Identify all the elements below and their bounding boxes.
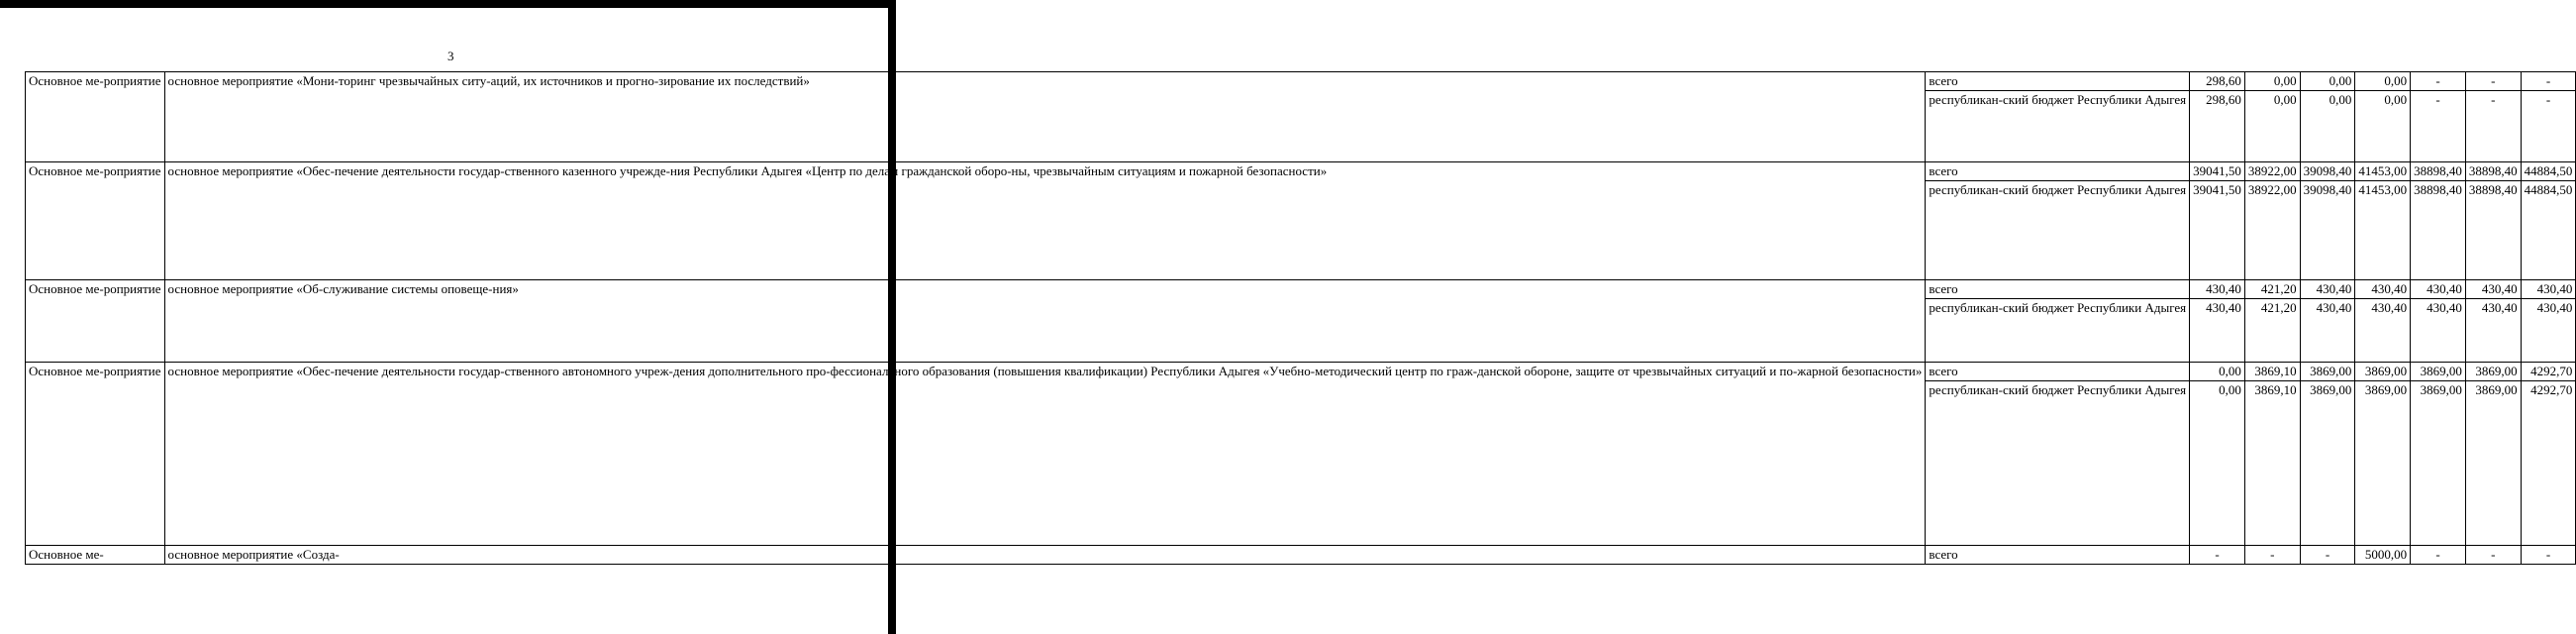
row-name: основное мероприятие «Мони-торинг чрезвычайных ситу-аций, их источников и прогно-зирование их последствий» (164, 72, 1926, 162)
value-cell: 430,40 (2465, 299, 2521, 363)
value-cell: 430,40 (2411, 280, 2466, 299)
value-cell: 38922,00 (2244, 162, 2300, 181)
value-cell: 39098,40 (2300, 181, 2355, 280)
value-cell: 430,40 (2521, 280, 2576, 299)
value-cell: 5000,00 (2355, 546, 2411, 565)
value-cell: - (2411, 72, 2466, 91)
vsego-label: всего (1926, 546, 2190, 565)
value-cell: 430,40 (2190, 299, 2245, 363)
value-cell: 0,00 (2355, 91, 2411, 162)
row-name: основное мероприятие «Обес-печение деятельности государ-ственного казенного учрежде-ния Республики Адыгея «Центр по делам гражданской оборо-ны, чрезвычайным ситуациям и пожарной безопасности» (164, 162, 1926, 280)
value-cell: 0,00 (2244, 72, 2300, 91)
vsego-label: всего (1926, 280, 2190, 299)
page-number: 3 (447, 49, 454, 63)
row-type: Основное ме-роприятие (26, 72, 165, 162)
value-cell: 430,40 (2355, 299, 2411, 363)
value-cell: 0,00 (2244, 91, 2300, 162)
row-name: основное мероприятие «Созда- (164, 546, 1926, 565)
value-cell: - (2300, 546, 2355, 565)
value-cell: 44884,50 (2521, 181, 2576, 280)
value-cell: - (2465, 546, 2521, 565)
value-cell: 41453,00 (2355, 181, 2411, 280)
value-cell: 3869,00 (2411, 381, 2466, 546)
value-cell: 3869,00 (2355, 363, 2411, 381)
value-cell: 298,60 (2190, 72, 2245, 91)
row-type: Основное ме-роприятие (26, 363, 165, 546)
value-cell: 3869,00 (2300, 381, 2355, 546)
value-cell: 0,00 (2300, 72, 2355, 91)
budget-label: республикан-ский бюджет Республики Адыгея (1926, 381, 2190, 546)
value-cell: 3869,00 (2300, 363, 2355, 381)
value-cell: - (2411, 91, 2466, 162)
scan-border-top (0, 0, 896, 8)
budget-label: республикан-ский бюджет Республики Адыгея (1926, 299, 2190, 363)
value-cell: 38922,00 (2244, 181, 2300, 280)
value-cell: - (2465, 91, 2521, 162)
vsego-label: всего (1926, 363, 2190, 381)
budget-table (25, 71, 2576, 565)
value-cell: 4292,70 (2521, 381, 2576, 546)
value-cell: 3869,10 (2244, 381, 2300, 546)
value-cell: 44884,50 (2521, 162, 2576, 181)
row-name: основное мероприятие «Обес-печение деятельности государ-ственного автономного учреж-дения дополнительного про-фессионального образования (повышения квалификации) Республики Адыгея «Учебно-методический центр по граж-данской обороне, защите от чрезвычайных ситуаций и по-жарной безопасности» (164, 363, 1926, 546)
value-cell: 430,40 (2300, 299, 2355, 363)
value-cell: 4292,70 (2521, 363, 2576, 381)
value-cell: 3869,00 (2465, 381, 2521, 546)
table-row (26, 546, 2576, 565)
table-row (26, 363, 2576, 381)
value-cell: - (2244, 546, 2300, 565)
value-cell: 430,40 (2411, 299, 2466, 363)
value-cell: 3869,10 (2244, 363, 2300, 381)
value-cell: - (2521, 91, 2576, 162)
value-cell: - (2521, 546, 2576, 565)
value-cell: - (2411, 546, 2466, 565)
value-cell: 298,60 (2190, 91, 2245, 162)
value-cell: 0,00 (2300, 91, 2355, 162)
value-cell: 0,00 (2355, 72, 2411, 91)
vsego-label: всего (1926, 72, 2190, 91)
value-cell: 0,00 (2190, 381, 2245, 546)
vsego-label: всего (1926, 162, 2190, 181)
value-cell: 3869,00 (2465, 363, 2521, 381)
value-cell: 430,40 (2521, 299, 2576, 363)
value-cell: 39041,50 (2190, 181, 2245, 280)
value-cell: 41453,00 (2355, 162, 2411, 181)
value-cell: 430,40 (2465, 280, 2521, 299)
value-cell: 421,20 (2244, 299, 2300, 363)
table-row (26, 162, 2576, 181)
value-cell: 3869,00 (2355, 381, 2411, 546)
value-cell: 39098,40 (2300, 162, 2355, 181)
value-cell: 3869,00 (2411, 363, 2466, 381)
value-cell: 421,20 (2244, 280, 2300, 299)
value-cell: - (2465, 72, 2521, 91)
table-row (26, 280, 2576, 299)
value-cell: 38898,40 (2465, 162, 2521, 181)
row-type: Основное ме-роприятие (26, 280, 165, 363)
budget-label: республикан-ский бюджет Республики Адыгея (1926, 91, 2190, 162)
row-name: основное мероприятие «Об-служивание системы оповеще-ния» (164, 280, 1926, 363)
value-cell: 38898,40 (2411, 181, 2466, 280)
row-type: Основное ме-роприятие (26, 162, 165, 280)
value-cell: 430,40 (2300, 280, 2355, 299)
table-row (26, 72, 2576, 91)
value-cell: 39041,50 (2190, 162, 2245, 181)
value-cell: 0,00 (2190, 363, 2245, 381)
row-type: Основное ме- (26, 546, 165, 565)
value-cell: 430,40 (2355, 280, 2411, 299)
value-cell: 38898,40 (2411, 162, 2466, 181)
value-cell: - (2190, 546, 2245, 565)
budget-label: республикан-ский бюджет Республики Адыгея (1926, 181, 2190, 280)
value-cell: 38898,40 (2465, 181, 2521, 280)
value-cell: - (2521, 72, 2576, 91)
value-cell: 430,40 (2190, 280, 2245, 299)
